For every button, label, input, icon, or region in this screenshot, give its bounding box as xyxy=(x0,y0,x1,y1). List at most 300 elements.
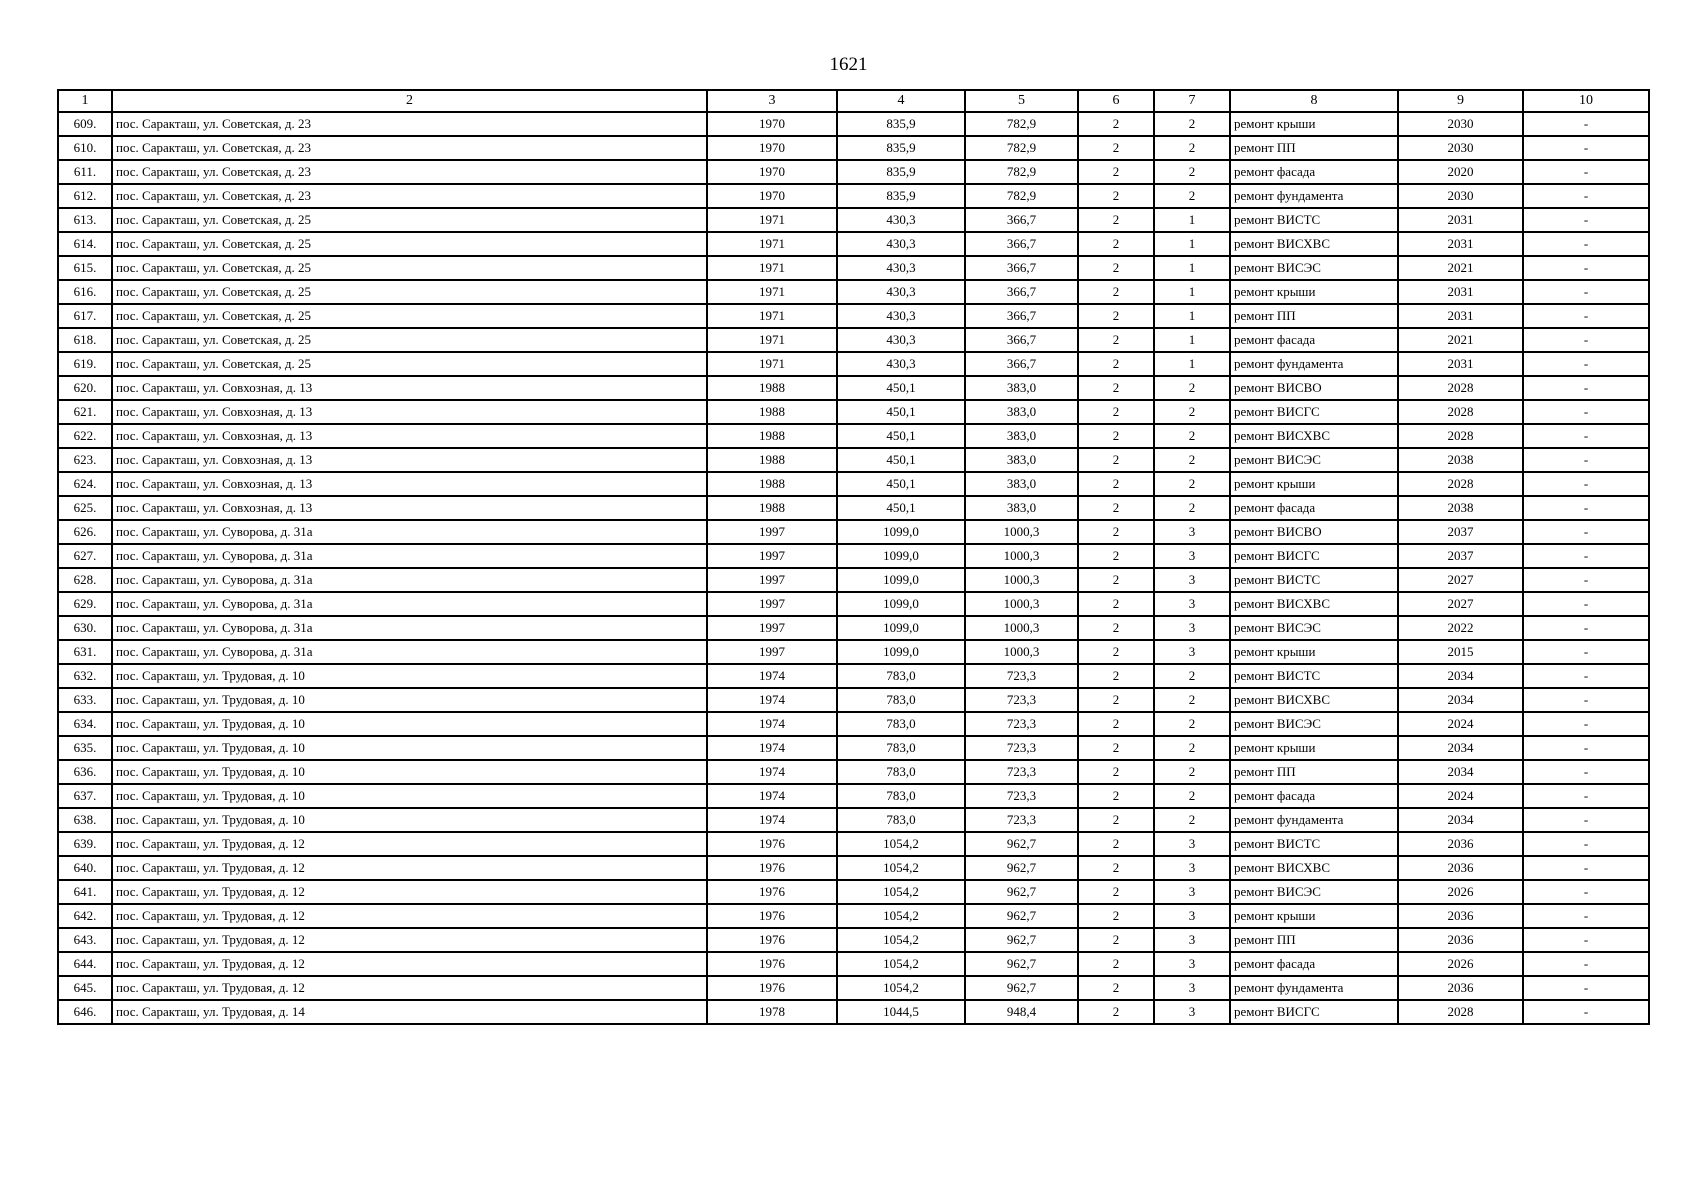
year-cell: 1971 xyxy=(707,304,837,328)
area-living-cell: 366,7 xyxy=(965,328,1078,352)
work-type-cell: ремонт фундамента xyxy=(1230,184,1398,208)
area-total-cell: 1099,0 xyxy=(837,592,965,616)
address-cell: пос. Саракташ, ул. Трудовая, д. 12 xyxy=(112,904,707,928)
column-header-7: 7 xyxy=(1154,90,1230,112)
column-6-cell: 2 xyxy=(1078,904,1154,928)
work-type-cell: ремонт ВИСТС xyxy=(1230,832,1398,856)
area-total-cell: 835,9 xyxy=(837,160,965,184)
address-cell: пос. Саракташ, ул. Советская, д. 25 xyxy=(112,256,707,280)
column-6-cell: 2 xyxy=(1078,736,1154,760)
column-7-cell: 3 xyxy=(1154,880,1230,904)
note-cell: - xyxy=(1523,136,1649,160)
row-number-cell: 644. xyxy=(58,952,112,976)
address-cell: пос. Саракташ, ул. Советская, д. 25 xyxy=(112,304,707,328)
year-cell: 1976 xyxy=(707,952,837,976)
work-type-cell: ремонт ПП xyxy=(1230,136,1398,160)
address-cell: пос. Саракташ, ул. Советская, д. 23 xyxy=(112,112,707,136)
area-total-cell: 1054,2 xyxy=(837,880,965,904)
work-type-cell: ремонт ВИСХВС xyxy=(1230,232,1398,256)
planned-year-cell: 2036 xyxy=(1398,976,1523,1000)
work-type-cell: ремонт фундамента xyxy=(1230,808,1398,832)
row-number-cell: 631. xyxy=(58,640,112,664)
year-cell: 1976 xyxy=(707,856,837,880)
table-row xyxy=(58,400,1649,424)
address-cell: пос. Саракташ, ул. Трудовая, д. 12 xyxy=(112,976,707,1000)
column-6-cell: 2 xyxy=(1078,448,1154,472)
work-type-cell: ремонт фундамента xyxy=(1230,352,1398,376)
column-7-cell: 2 xyxy=(1154,376,1230,400)
column-7-cell: 1 xyxy=(1154,232,1230,256)
area-living-cell: 366,7 xyxy=(965,232,1078,256)
page-number: 1621 xyxy=(829,54,868,75)
area-living-cell: 962,7 xyxy=(965,880,1078,904)
row-number-cell: 643. xyxy=(58,928,112,952)
work-type-cell: ремонт фасада xyxy=(1230,328,1398,352)
area-living-cell: 723,3 xyxy=(965,736,1078,760)
address-cell: пос. Саракташ, ул. Советская, д. 25 xyxy=(112,328,707,352)
planned-year-cell: 2031 xyxy=(1398,352,1523,376)
area-total-cell: 1099,0 xyxy=(837,568,965,592)
column-7-cell: 1 xyxy=(1154,328,1230,352)
planned-year-cell: 2034 xyxy=(1398,760,1523,784)
work-type-cell: ремонт фасада xyxy=(1230,496,1398,520)
year-cell: 1970 xyxy=(707,160,837,184)
area-total-cell: 835,9 xyxy=(837,136,965,160)
area-living-cell: 366,7 xyxy=(965,208,1078,232)
work-type-cell: ремонт ВИСВО xyxy=(1230,376,1398,400)
address-cell: пос. Саракташ, ул. Трудовая, д. 10 xyxy=(112,736,707,760)
table-row xyxy=(58,328,1649,352)
column-7-cell: 3 xyxy=(1154,928,1230,952)
area-total-cell: 1099,0 xyxy=(837,640,965,664)
address-cell: пос. Саракташ, ул. Совхозная, д. 13 xyxy=(112,424,707,448)
column-6-cell: 2 xyxy=(1078,304,1154,328)
note-cell: - xyxy=(1523,352,1649,376)
column-7-cell: 1 xyxy=(1154,280,1230,304)
column-6-cell: 2 xyxy=(1078,256,1154,280)
work-type-cell: ремонт крыши xyxy=(1230,904,1398,928)
table-row xyxy=(58,760,1649,784)
planned-year-cell: 2027 xyxy=(1398,592,1523,616)
note-cell: - xyxy=(1523,808,1649,832)
year-cell: 1971 xyxy=(707,352,837,376)
area-total-cell: 450,1 xyxy=(837,496,965,520)
year-cell: 1988 xyxy=(707,472,837,496)
table-row xyxy=(58,928,1649,952)
address-cell: пос. Саракташ, ул. Совхозная, д. 13 xyxy=(112,496,707,520)
year-cell: 1997 xyxy=(707,544,837,568)
year-cell: 1997 xyxy=(707,592,837,616)
table-row xyxy=(58,256,1649,280)
area-living-cell: 1000,3 xyxy=(965,568,1078,592)
column-6-cell: 2 xyxy=(1078,664,1154,688)
column-6-cell: 2 xyxy=(1078,712,1154,736)
area-living-cell: 383,0 xyxy=(965,496,1078,520)
area-living-cell: 366,7 xyxy=(965,280,1078,304)
area-total-cell: 430,3 xyxy=(837,208,965,232)
note-cell: - xyxy=(1523,928,1649,952)
planned-year-cell: 2028 xyxy=(1398,424,1523,448)
row-number-cell: 613. xyxy=(58,208,112,232)
address-cell: пос. Саракташ, ул. Совхозная, д. 13 xyxy=(112,400,707,424)
column-6-cell: 2 xyxy=(1078,832,1154,856)
work-type-cell: ремонт ВИСТС xyxy=(1230,208,1398,232)
note-cell: - xyxy=(1523,784,1649,808)
area-total-cell: 783,0 xyxy=(837,712,965,736)
table-row xyxy=(58,280,1649,304)
work-type-cell: ремонт ВИСХВС xyxy=(1230,856,1398,880)
year-cell: 1974 xyxy=(707,760,837,784)
column-6-cell: 2 xyxy=(1078,352,1154,376)
row-number-cell: 624. xyxy=(58,472,112,496)
table-row xyxy=(58,448,1649,472)
table-row xyxy=(58,688,1649,712)
area-living-cell: 366,7 xyxy=(965,256,1078,280)
column-7-cell: 3 xyxy=(1154,616,1230,640)
note-cell: - xyxy=(1523,640,1649,664)
row-number-cell: 632. xyxy=(58,664,112,688)
table-row xyxy=(58,880,1649,904)
work-type-cell: ремонт ВИСТС xyxy=(1230,568,1398,592)
row-number-cell: 612. xyxy=(58,184,112,208)
address-cell: пос. Саракташ, ул. Трудовая, д. 10 xyxy=(112,664,707,688)
column-6-cell: 2 xyxy=(1078,976,1154,1000)
column-6-cell: 2 xyxy=(1078,640,1154,664)
area-living-cell: 962,7 xyxy=(965,904,1078,928)
note-cell: - xyxy=(1523,304,1649,328)
area-living-cell: 1000,3 xyxy=(965,640,1078,664)
row-number-cell: 640. xyxy=(58,856,112,880)
column-6-cell: 2 xyxy=(1078,208,1154,232)
work-type-cell: ремонт ВИСЭС xyxy=(1230,616,1398,640)
note-cell: - xyxy=(1523,760,1649,784)
planned-year-cell: 2015 xyxy=(1398,640,1523,664)
note-cell: - xyxy=(1523,256,1649,280)
column-7-cell: 3 xyxy=(1154,640,1230,664)
area-total-cell: 450,1 xyxy=(837,376,965,400)
column-6-cell: 2 xyxy=(1078,472,1154,496)
column-7-cell: 1 xyxy=(1154,256,1230,280)
column-7-cell: 2 xyxy=(1154,424,1230,448)
table-row xyxy=(58,184,1649,208)
year-cell: 1988 xyxy=(707,496,837,520)
year-cell: 1997 xyxy=(707,616,837,640)
column-6-cell: 2 xyxy=(1078,232,1154,256)
area-living-cell: 723,3 xyxy=(965,712,1078,736)
row-number-cell: 642. xyxy=(58,904,112,928)
column-header-4: 4 xyxy=(837,90,965,112)
column-7-cell: 2 xyxy=(1154,184,1230,208)
note-cell: - xyxy=(1523,208,1649,232)
area-total-cell: 1099,0 xyxy=(837,616,965,640)
work-type-cell: ремонт ВИСЭС xyxy=(1230,448,1398,472)
work-type-cell: ремонт фасада xyxy=(1230,784,1398,808)
address-cell: пос. Саракташ, ул. Советская, д. 25 xyxy=(112,352,707,376)
planned-year-cell: 2034 xyxy=(1398,808,1523,832)
year-cell: 1988 xyxy=(707,448,837,472)
planned-year-cell: 2036 xyxy=(1398,904,1523,928)
area-total-cell: 430,3 xyxy=(837,256,965,280)
planned-year-cell: 2030 xyxy=(1398,112,1523,136)
address-cell: пос. Саракташ, ул. Трудовая, д. 10 xyxy=(112,688,707,712)
work-type-cell: ремонт ВИСВО xyxy=(1230,520,1398,544)
work-type-cell: ремонт фундамента xyxy=(1230,976,1398,1000)
column-7-cell: 2 xyxy=(1154,712,1230,736)
column-6-cell: 2 xyxy=(1078,928,1154,952)
year-cell: 1997 xyxy=(707,640,837,664)
note-cell: - xyxy=(1523,568,1649,592)
note-cell: - xyxy=(1523,496,1649,520)
area-total-cell: 783,0 xyxy=(837,808,965,832)
note-cell: - xyxy=(1523,160,1649,184)
note-cell: - xyxy=(1523,232,1649,256)
table-row xyxy=(58,616,1649,640)
table-row xyxy=(58,832,1649,856)
note-cell: - xyxy=(1523,472,1649,496)
row-number-cell: 617. xyxy=(58,304,112,328)
area-total-cell: 430,3 xyxy=(837,352,965,376)
address-cell: пос. Саракташ, ул. Суворова, д. 31а xyxy=(112,616,707,640)
area-total-cell: 835,9 xyxy=(837,184,965,208)
planned-year-cell: 2024 xyxy=(1398,712,1523,736)
column-7-cell: 2 xyxy=(1154,760,1230,784)
column-6-cell: 2 xyxy=(1078,616,1154,640)
year-cell: 1997 xyxy=(707,520,837,544)
table-row xyxy=(58,496,1649,520)
area-total-cell: 450,1 xyxy=(837,472,965,496)
column-header-1: 1 xyxy=(58,90,112,112)
row-number-cell: 628. xyxy=(58,568,112,592)
note-cell: - xyxy=(1523,520,1649,544)
area-total-cell: 1054,2 xyxy=(837,928,965,952)
area-living-cell: 723,3 xyxy=(965,760,1078,784)
planned-year-cell: 2034 xyxy=(1398,736,1523,760)
table-row xyxy=(58,424,1649,448)
address-cell: пос. Саракташ, ул. Трудовая, д. 12 xyxy=(112,928,707,952)
note-cell: - xyxy=(1523,904,1649,928)
table-row xyxy=(58,520,1649,544)
column-6-cell: 2 xyxy=(1078,424,1154,448)
year-cell: 1974 xyxy=(707,808,837,832)
table-body xyxy=(58,112,1649,1024)
address-cell: пос. Саракташ, ул. Суворова, д. 31а xyxy=(112,592,707,616)
row-number-cell: 626. xyxy=(58,520,112,544)
planned-year-cell: 2028 xyxy=(1398,376,1523,400)
area-living-cell: 723,3 xyxy=(965,808,1078,832)
address-cell: пос. Саракташ, ул. Трудовая, д. 10 xyxy=(112,712,707,736)
area-living-cell: 962,7 xyxy=(965,832,1078,856)
column-7-cell: 2 xyxy=(1154,784,1230,808)
table-row xyxy=(58,472,1649,496)
table-row xyxy=(58,1000,1649,1024)
area-total-cell: 783,0 xyxy=(837,688,965,712)
address-cell: пос. Саракташ, ул. Совхозная, д. 13 xyxy=(112,376,707,400)
work-type-cell: ремонт крыши xyxy=(1230,280,1398,304)
table-row xyxy=(58,856,1649,880)
area-living-cell: 782,9 xyxy=(965,112,1078,136)
year-cell: 1974 xyxy=(707,688,837,712)
area-living-cell: 383,0 xyxy=(965,424,1078,448)
row-number-cell: 627. xyxy=(58,544,112,568)
work-type-cell: ремонт ВИСЭС xyxy=(1230,880,1398,904)
column-6-cell: 2 xyxy=(1078,520,1154,544)
planned-year-cell: 2031 xyxy=(1398,280,1523,304)
note-cell: - xyxy=(1523,280,1649,304)
area-living-cell: 962,7 xyxy=(965,952,1078,976)
table-row xyxy=(58,976,1649,1000)
note-cell: - xyxy=(1523,616,1649,640)
area-total-cell: 1054,2 xyxy=(837,904,965,928)
note-cell: - xyxy=(1523,1000,1649,1024)
note-cell: - xyxy=(1523,856,1649,880)
area-living-cell: 962,7 xyxy=(965,856,1078,880)
area-total-cell: 450,1 xyxy=(837,400,965,424)
year-cell: 1970 xyxy=(707,136,837,160)
area-total-cell: 783,0 xyxy=(837,760,965,784)
note-cell: - xyxy=(1523,976,1649,1000)
table-row xyxy=(58,376,1649,400)
work-type-cell: ремонт крыши xyxy=(1230,736,1398,760)
work-type-cell: ремонт фасада xyxy=(1230,952,1398,976)
row-number-cell: 637. xyxy=(58,784,112,808)
column-6-cell: 2 xyxy=(1078,328,1154,352)
table-row xyxy=(58,544,1649,568)
column-7-cell: 3 xyxy=(1154,520,1230,544)
row-number-cell: 619. xyxy=(58,352,112,376)
year-cell: 1971 xyxy=(707,232,837,256)
row-number-cell: 615. xyxy=(58,256,112,280)
table-row xyxy=(58,712,1649,736)
planned-year-cell: 2031 xyxy=(1398,208,1523,232)
column-7-cell: 3 xyxy=(1154,592,1230,616)
column-7-cell: 3 xyxy=(1154,568,1230,592)
column-6-cell: 2 xyxy=(1078,592,1154,616)
column-7-cell: 1 xyxy=(1154,208,1230,232)
work-type-cell: ремонт крыши xyxy=(1230,472,1398,496)
address-cell: пос. Саракташ, ул. Советская, д. 23 xyxy=(112,136,707,160)
repair-schedule-table xyxy=(57,89,1650,1025)
area-living-cell: 1000,3 xyxy=(965,520,1078,544)
column-7-cell: 2 xyxy=(1154,400,1230,424)
year-cell: 1971 xyxy=(707,256,837,280)
address-cell: пос. Саракташ, ул. Трудовая, д. 10 xyxy=(112,784,707,808)
area-living-cell: 383,0 xyxy=(965,400,1078,424)
address-cell: пос. Саракташ, ул. Суворова, д. 31а xyxy=(112,640,707,664)
work-type-cell: ремонт ВИСЭС xyxy=(1230,256,1398,280)
area-living-cell: 962,7 xyxy=(965,928,1078,952)
planned-year-cell: 2036 xyxy=(1398,928,1523,952)
area-living-cell: 1000,3 xyxy=(965,592,1078,616)
column-6-cell: 2 xyxy=(1078,376,1154,400)
column-6-cell: 2 xyxy=(1078,400,1154,424)
year-cell: 1976 xyxy=(707,928,837,952)
table-row xyxy=(58,112,1649,136)
column-header-8: 8 xyxy=(1230,90,1398,112)
column-7-cell: 1 xyxy=(1154,304,1230,328)
row-number-cell: 621. xyxy=(58,400,112,424)
row-number-cell: 629. xyxy=(58,592,112,616)
planned-year-cell: 2028 xyxy=(1398,472,1523,496)
note-cell: - xyxy=(1523,184,1649,208)
planned-year-cell: 2022 xyxy=(1398,616,1523,640)
planned-year-cell: 2038 xyxy=(1398,496,1523,520)
planned-year-cell: 2026 xyxy=(1398,880,1523,904)
year-cell: 1974 xyxy=(707,736,837,760)
year-cell: 1970 xyxy=(707,112,837,136)
area-living-cell: 782,9 xyxy=(965,136,1078,160)
work-type-cell: ремонт ПП xyxy=(1230,760,1398,784)
year-cell: 1971 xyxy=(707,280,837,304)
row-number-cell: 623. xyxy=(58,448,112,472)
area-living-cell: 383,0 xyxy=(965,376,1078,400)
note-cell: - xyxy=(1523,712,1649,736)
column-6-cell: 2 xyxy=(1078,760,1154,784)
planned-year-cell: 2036 xyxy=(1398,832,1523,856)
address-cell: пос. Саракташ, ул. Трудовая, д. 12 xyxy=(112,952,707,976)
row-number-cell: 641. xyxy=(58,880,112,904)
work-type-cell: ремонт ВИСХВС xyxy=(1230,688,1398,712)
year-cell: 1974 xyxy=(707,664,837,688)
note-cell: - xyxy=(1523,592,1649,616)
address-cell: пос. Саракташ, ул. Суворова, д. 31а xyxy=(112,568,707,592)
planned-year-cell: 2036 xyxy=(1398,856,1523,880)
row-number-cell: 620. xyxy=(58,376,112,400)
area-total-cell: 450,1 xyxy=(837,424,965,448)
area-living-cell: 1000,3 xyxy=(965,544,1078,568)
column-7-cell: 2 xyxy=(1154,688,1230,712)
column-7-cell: 3 xyxy=(1154,904,1230,928)
work-type-cell: ремонт ВИСХВС xyxy=(1230,592,1398,616)
area-living-cell: 383,0 xyxy=(965,472,1078,496)
work-type-cell: ремонт ВИСЭС xyxy=(1230,712,1398,736)
column-6-cell: 2 xyxy=(1078,784,1154,808)
row-number-cell: 622. xyxy=(58,424,112,448)
column-7-cell: 3 xyxy=(1154,952,1230,976)
table-row xyxy=(58,664,1649,688)
column-7-cell: 3 xyxy=(1154,976,1230,1000)
address-cell: пос. Саракташ, ул. Советская, д. 25 xyxy=(112,208,707,232)
area-total-cell: 450,1 xyxy=(837,448,965,472)
area-living-cell: 383,0 xyxy=(965,448,1078,472)
column-7-cell: 2 xyxy=(1154,448,1230,472)
table-row xyxy=(58,736,1649,760)
column-6-cell: 2 xyxy=(1078,496,1154,520)
table-row xyxy=(58,592,1649,616)
area-living-cell: 782,9 xyxy=(965,184,1078,208)
planned-year-cell: 2024 xyxy=(1398,784,1523,808)
row-number-cell: 638. xyxy=(58,808,112,832)
area-total-cell: 1044,5 xyxy=(837,1000,965,1024)
area-living-cell: 962,7 xyxy=(965,976,1078,1000)
area-total-cell: 1054,2 xyxy=(837,856,965,880)
row-number-cell: 630. xyxy=(58,616,112,640)
area-total-cell: 430,3 xyxy=(837,304,965,328)
column-7-cell: 2 xyxy=(1154,136,1230,160)
note-cell: - xyxy=(1523,952,1649,976)
note-cell: - xyxy=(1523,688,1649,712)
table-row xyxy=(58,640,1649,664)
planned-year-cell: 2031 xyxy=(1398,304,1523,328)
column-header-9: 9 xyxy=(1398,90,1523,112)
work-type-cell: ремонт ВИСТС xyxy=(1230,664,1398,688)
year-cell: 1988 xyxy=(707,424,837,448)
year-cell: 1974 xyxy=(707,712,837,736)
column-header-2: 2 xyxy=(112,90,707,112)
planned-year-cell: 2038 xyxy=(1398,448,1523,472)
column-7-cell: 2 xyxy=(1154,472,1230,496)
planned-year-cell: 2021 xyxy=(1398,328,1523,352)
column-7-cell: 2 xyxy=(1154,112,1230,136)
